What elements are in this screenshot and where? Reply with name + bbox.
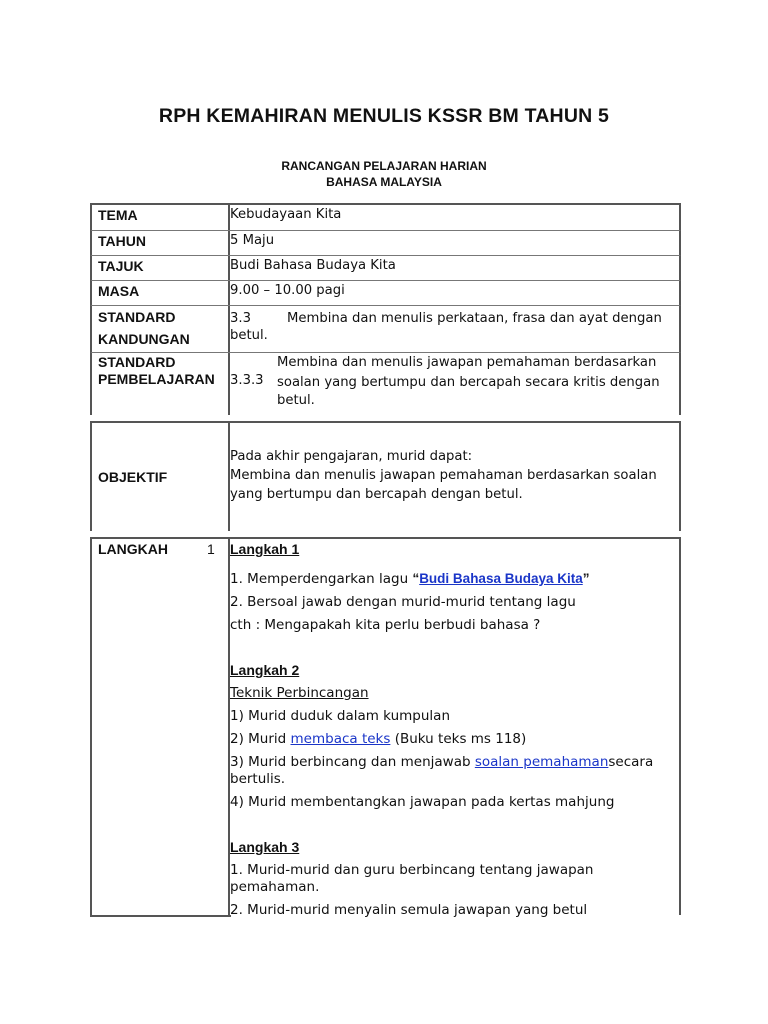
- row-standard-pembelajaran: [90, 352, 681, 415]
- label-sk-line2: KANDUNGAN: [98, 331, 190, 347]
- sp-text1: Membina dan menulis jawapan pemahaman berdasarkan: [277, 355, 657, 370]
- label-tema: TEMA: [92, 205, 230, 230]
- objektif-line1: Pada akhir pengajaran, murid dapat:: [230, 449, 473, 464]
- value-standard-pembelajaran: [230, 353, 679, 415]
- row-standard-kandungan: [90, 305, 681, 352]
- label-sk-line1: STANDARD: [98, 309, 176, 325]
- label-masa: MASA: [92, 281, 230, 305]
- link-soalan-pemahaman[interactable]: soalan pemahaman: [474, 754, 609, 770]
- objektif-line3: yang bertumpu dan bercapah dengan betul.: [230, 487, 523, 502]
- sp-text3: betul.: [277, 393, 315, 408]
- value-masa: 9.00 – 10.00 pagi: [230, 283, 345, 298]
- langkah-bottom-border: [90, 915, 231, 917]
- label-sp-line2: PEMBELAJARAN: [98, 371, 215, 387]
- label-standard-pembelajaran: [92, 353, 230, 415]
- objektif-line2: Membina dan menulis jawapan pemahaman berdasarkan soalan: [230, 468, 657, 483]
- sk-text1: Membina dan menulis perkataan, frasa dan ayat dengan: [287, 311, 662, 326]
- langkah2-item3-post: secara: [608, 754, 654, 770]
- sk-text2: betul.: [230, 328, 268, 343]
- langkah-number: 1: [207, 541, 215, 557]
- value-tema: Kebudayaan Kita: [230, 207, 342, 222]
- row-masa: [90, 280, 681, 305]
- row-langkah: [90, 537, 681, 918]
- value-tahun: 5 Maju: [230, 233, 275, 248]
- quote-close: ”: [582, 571, 590, 586]
- row-tajuk: [90, 255, 681, 280]
- label-langkah: [92, 539, 230, 915]
- label-standard-kandungan: [92, 306, 230, 352]
- row-tema: [90, 203, 681, 230]
- subtitle-rancangan: RANCANGAN PELAJARAN HARIAN: [281, 159, 487, 173]
- langkah2-heading: Langkah 2: [230, 662, 300, 678]
- value-objektif: [230, 423, 679, 531]
- langkah2-subheading: Teknik Perbincangan: [230, 685, 369, 701]
- value-tajuk: Budi Bahasa Budaya Kita: [230, 258, 396, 273]
- row-tahun: [90, 230, 681, 255]
- label-tajuk: TAJUK: [92, 256, 230, 280]
- label-sp-line1: STANDARD: [98, 354, 176, 370]
- langkah-label-text: LANGKAH: [98, 541, 168, 557]
- langkah3-item2: 2. Murid-murid menyalin semula jawapan yang betul: [230, 902, 588, 918]
- langkah2-item4: 4) Murid membentangkan jawapan pada kertas mahjung: [230, 794, 615, 810]
- subtitle-bahasa: BAHASA MALAYSIA: [326, 175, 442, 189]
- label-objektif: OBJEKTIF: [92, 423, 230, 531]
- sp-number: 3.3.3: [230, 373, 264, 388]
- langkah1-item1-text: 1. Memperdengarkan lagu: [230, 571, 413, 587]
- langkah2-item2-post: (Buku teks ms 118): [390, 731, 527, 747]
- page-title: RPH KEMAHIRAN MENULIS KSSR BM TAHUN 5: [158, 105, 610, 127]
- value-langkah: [230, 539, 679, 918]
- langkah1-item2: 2. Bersoal jawab dengan murid-murid tentang lagu: [230, 594, 576, 610]
- langkah2-item3-line2: bertulis.: [230, 771, 286, 787]
- langkah2-item2: [230, 731, 679, 748]
- langkah2-item2-pre: 2) Murid: [230, 731, 291, 747]
- langkah3-item1: 1. Murid-murid dan guru berbincang tentang jawapan pemahaman.: [230, 862, 594, 895]
- value-standard-kandungan: [230, 306, 679, 352]
- sp-text2: soalan yang bertumpu dan bercapah secara kritis dengan: [277, 375, 660, 390]
- quote-open: “: [412, 571, 420, 586]
- label-tahun: TAHUN: [92, 231, 230, 255]
- langkah2-item1: 1) Murid duduk dalam kumpulan: [230, 708, 450, 724]
- langkah2-item3: [230, 754, 679, 771]
- langkah1-heading: Langkah 1: [230, 541, 300, 557]
- langkah1-item3: cth : Mengapakah kita perlu berbudi bahasa ?: [230, 617, 541, 633]
- link-membaca-teks[interactable]: membaca teks: [290, 731, 391, 747]
- rph-table: [90, 203, 681, 917]
- langkah1-item1: [230, 570, 679, 588]
- sk-number: 3.3: [230, 311, 251, 326]
- langkah3-heading: Langkah 3: [230, 839, 300, 855]
- row-objektif: [90, 421, 681, 531]
- langkah2-item3-pre: 3) Murid berbincang dan menjawab: [230, 754, 475, 770]
- link-budi-bahasa[interactable]: Budi Bahasa Budaya Kita: [419, 571, 583, 586]
